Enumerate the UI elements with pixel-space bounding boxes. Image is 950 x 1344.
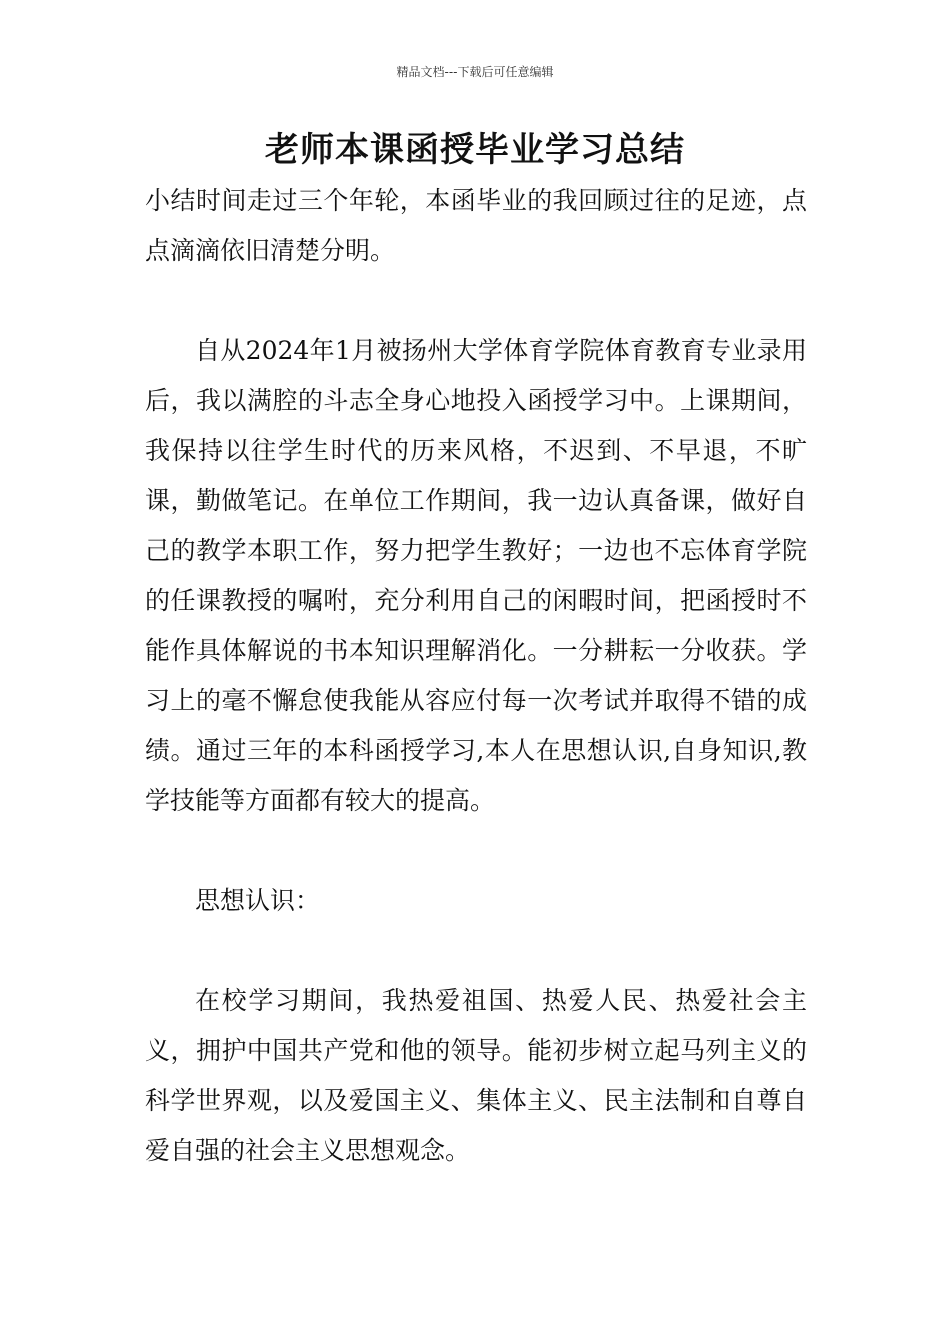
section-heading-ideology: 思想认识： bbox=[195, 886, 321, 915]
paragraph-intro: 小结时间走过三个年轮，本函毕业的我回顾过往的足迹，点点滴滴依旧清楚分明。 bbox=[145, 186, 807, 265]
document-body bbox=[145, 176, 807, 1176]
paragraph-study-overview: 自从2024年1月被扬州大学体育学院体育教育专业录用后，我以满腔的斗志全身心地投入函授学习中。上课期间，我保持以往学生时代的历来风格，不迟到、不早退，不旷课，勤做笔记。在单位工作期间，我一边认真备课，做好自己的教学本职工作，努力把学生教好；一边也不忘体育学院的任课教授的嘱咐，充分利用自己的闲暇时间，把函授时不能作具体解说的书本知识理解消化。一分耕耘一分收获。学习上的毫不懈怠使我能从容应付每一次考试并取得不错的成绩。通过三年的本科函授学习,本人在思想认识,自身知识,教学技能等方面都有较大的提高。 bbox=[145, 336, 807, 815]
page-header: 精品文档---下载后可任意编辑 bbox=[396, 65, 554, 79]
document-title: 老师本课函授毕业学习总结 bbox=[265, 130, 685, 170]
paragraph-ideology: 在校学习期间，我热爱祖国、热爱人民、热爱社会主义，拥护中国共产党和他的领导。能初步树立起马列主义的科学世界观，以及爱国主义、集体主义、民主法制和自尊自爱自强的社会主义思想观念。 bbox=[145, 986, 807, 1165]
